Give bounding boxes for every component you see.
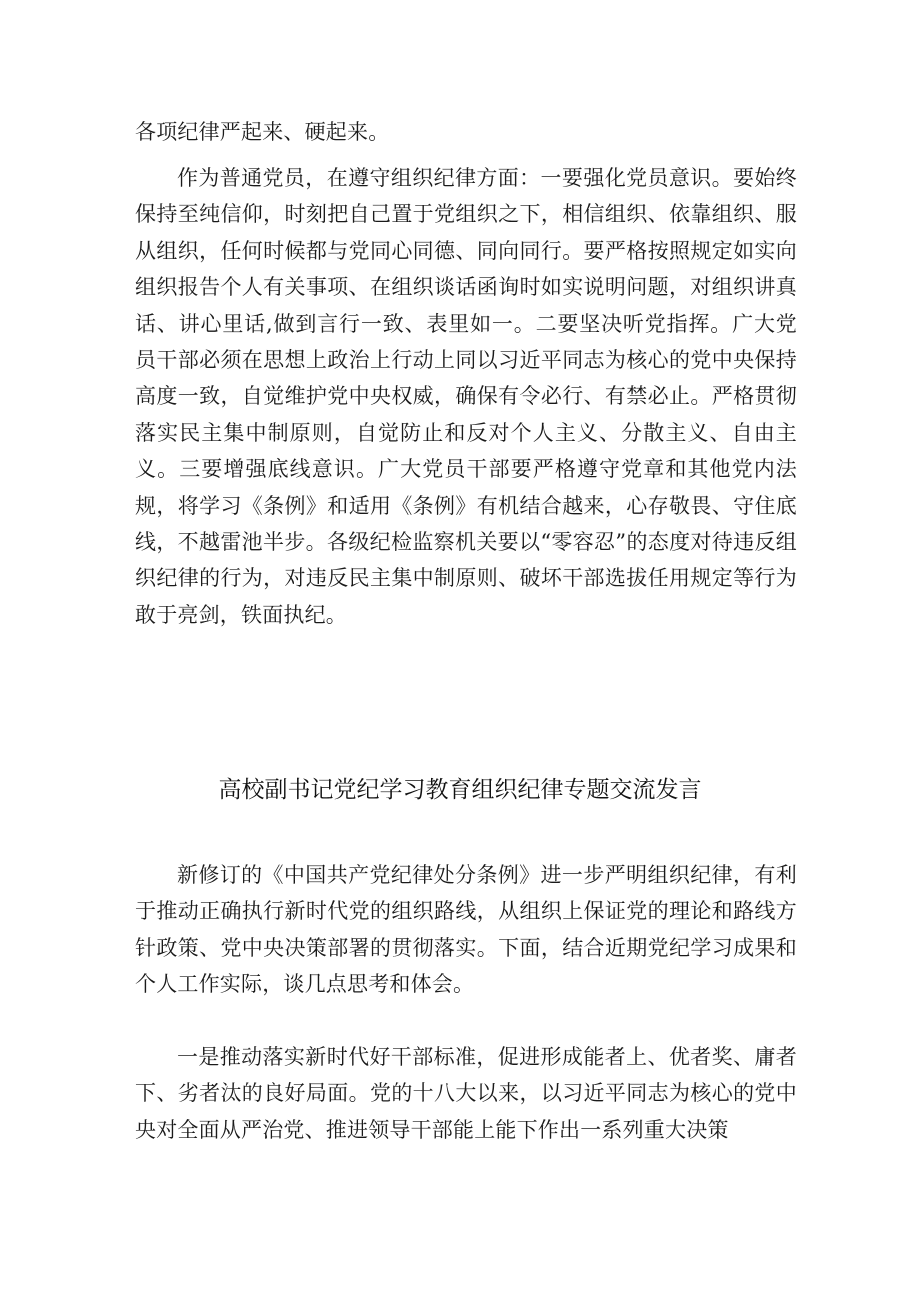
paragraph-organizational-discipline: 作为普通党员，在遵守组织纪律方面：一要强化党员意识。要始终保持至纯信仰，时刻把自己置于党组织之下，相信组织、依靠组织、服从组织，任何时候都与党同心同德、同向同行。要严格按照规定如实向组织报告个人有关事项、在组织谈话函询时如实说明问题，对组织讲真话、讲心里话,做到言行一致、表里如一。二要坚决听党指挥。广大党员干部必须在思想上政治上行动上同以习近平同志为核心的党中央保持高度一致，自觉维护党中央权威，确保有令必行、有禁必止。严格贯彻落实民主集中制原则，自觉防止和反对个人主义、分散主义、自由主义。三要增强底线意识。广大党员干部要严格遵守党章和其他党内法规，将学习《条例》和适用《条例》有机结合越来，心存敬畏、守住底线，不越雷池半步。各级纪检监察机关要以“零容忍”的态度对待违反组织纪律的行为，对违反民主集中制原则、破坏干部选拔任用规定等行为敢于亮剑，铁面执纪。 bbox=[135, 166, 797, 627]
paragraph-introduction: 新修订的《中国共产党纪律处分条例》进一步严明组织纪律，有利于推动正确执行新时代党的组织路线，从组织上保证党的理论和路线方针政策、党中央决策部署的贯彻落实。下面，结合近期党纪学习成果和个人工作实际，谈几点思考和体会。 bbox=[135, 863, 797, 997]
continued-paragraph: 各项纪律严起来、硬起来。 bbox=[135, 120, 390, 144]
section-heading: 高校副书记党纪学习教育组织纪律专题交流发言 bbox=[218, 777, 702, 803]
paragraph-point-one: 一是推动落实新时代好干部标准，促进形成能者上、优者奖、庸者下、劣者汰的良好局面。党的十八大以来，以习近平同志为核心的党中央对全面从严治党、推进领导干部能上能下作出一系列重大决策 bbox=[135, 1045, 797, 1142]
